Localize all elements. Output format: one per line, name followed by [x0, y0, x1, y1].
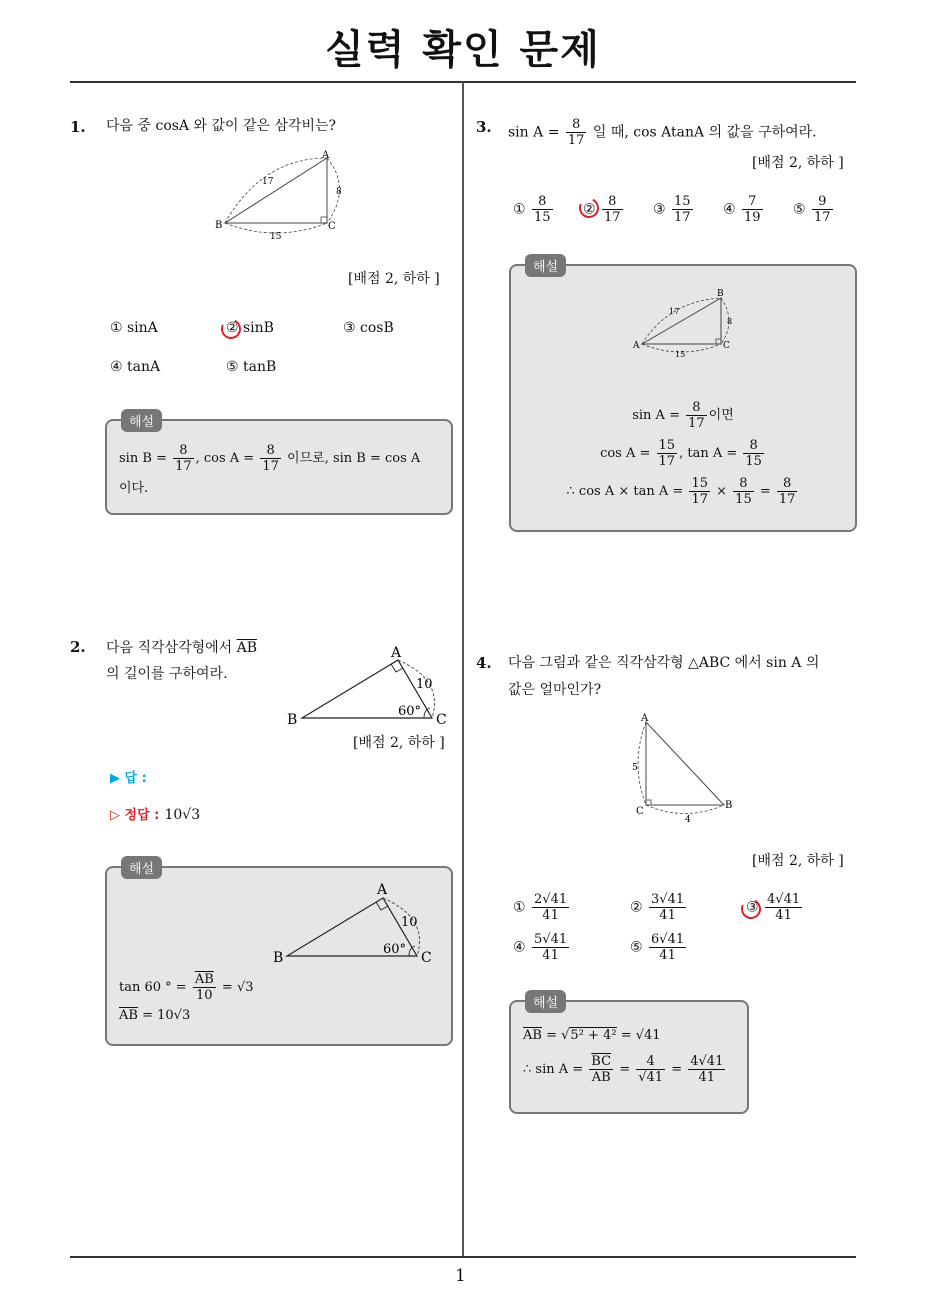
q3-text-frac: $\frac{8}{17}$ — [567, 117, 585, 148]
q3-sol-line-3: ∴ cos A × tan A = $\frac{15}{17}$ × $\frac{8}{15}$ = $\frac{8}{17}$ — [566, 476, 796, 507]
q2-sol-fig-label-a: A — [377, 882, 388, 898]
q2-correct-value: 10√3 — [164, 807, 201, 823]
q2-sol-tan: tan 60 ° = — [119, 980, 187, 995]
q2-score: [배점 2, 하하 ] — [353, 735, 445, 751]
q4-choice-3[interactable]: ③ $\frac{4√41}{41}$ — [746, 892, 801, 923]
q4-solution-tag: 해설 — [525, 990, 566, 1013]
q2-sol-eq: = √3 — [221, 980, 254, 995]
q1-fig-label-b: B — [215, 220, 223, 231]
q4-triangle-figure — [628, 710, 740, 826]
q4-sol-line-1: $\overline{AB} = √5^2 + 4^2 = √41$ — [523, 1028, 661, 1043]
q2-sol-frac: $\frac{\overline{AB}}{10}$ — [194, 972, 214, 1003]
q4-text-2: 값은 얼마인가? — [508, 682, 602, 698]
q4-fig-label-c: C — [636, 806, 644, 817]
q4-choice-2[interactable]: ② $\frac{3√41}{41}$ — [630, 892, 685, 923]
q2-triangle-figure — [284, 640, 456, 732]
q3-choice-2[interactable]: ② $\frac{8}{17}$ — [583, 194, 621, 225]
q1-choice-4[interactable]: ④ tanA — [110, 359, 161, 375]
q2-sol-fig-angle: 60° — [383, 942, 407, 957]
q3-text-rest: 일 때, cos AtanA 의 값을 구하여라. — [592, 124, 817, 141]
q1-sol-end: 이다. — [119, 481, 149, 496]
q1-fig-label-a: A — [322, 150, 330, 161]
q4-score: [배점 2, 하하 ] — [752, 853, 844, 869]
q2-fig-label-b: B — [287, 712, 298, 728]
q3-fig-base: 15 — [675, 350, 686, 358]
q4-text-1: 다음 그림과 같은 직각삼각형 △ABC 에서 sin A 의 — [508, 655, 820, 671]
q2-sol-result: = 10√3 — [142, 1008, 191, 1023]
q4-choice-5[interactable]: ⑤ $\frac{6√41}{41}$ — [630, 932, 685, 963]
q1-choice-1[interactable]: ① sinA — [110, 320, 158, 336]
q1-sol-sinb: sin B = — [119, 451, 167, 466]
q2-answer-label: ▶ 답 : — [110, 771, 147, 786]
q1-solution-box — [105, 419, 453, 515]
q1-fig-base: 15 — [270, 232, 282, 242]
q4-number: 4. — [476, 654, 492, 672]
q2-sol-fig-side: 10 — [401, 915, 418, 930]
q3-solution-tag: 해설 — [525, 254, 566, 277]
q3-fig-label-a: A — [633, 341, 640, 351]
q3-sol-triangle-figure — [629, 286, 739, 358]
q3-choice-1[interactable]: ① $\frac{8}{15}$ — [513, 194, 551, 225]
q1-sol-conclusion: 이므로, sin B = cos A — [287, 451, 421, 466]
q2-solution-tag: 해설 — [121, 856, 162, 879]
q1-solution-tag: 해설 — [121, 409, 162, 432]
q1-choice-2[interactable]: ② sinB — [226, 320, 274, 336]
q1-fig-hyp: 17 — [262, 177, 274, 187]
q1-sol-frac-1: $\frac{8}{17}$ — [175, 443, 192, 474]
q2-sol-fig-label-c: C — [421, 950, 432, 966]
q4-choice-4[interactable]: ④ $\frac{5√41}{41}$ — [513, 932, 568, 963]
q3-number: 3. — [476, 118, 492, 136]
q2-text-ab: $\overline{AB}$ — [236, 640, 258, 656]
q2-fig-label-c: C — [436, 712, 447, 728]
q3-choice-5[interactable]: ⑤ $\frac{9}{17}$ — [793, 194, 831, 225]
q1-text: 다음 중 cosA 와 값이 같은 삼각비는? — [106, 118, 337, 134]
page-number: 1 — [455, 1266, 466, 1286]
q4-fig-label-b: B — [725, 800, 733, 811]
q2-sol-ab: $\overline{AB}$ — [119, 1008, 138, 1023]
page-title: 실력 확인 문제 — [325, 27, 601, 73]
q3-solution-box — [509, 264, 857, 532]
q3-fig-label-c: C — [723, 341, 730, 351]
q2-fig-side: 10 — [416, 677, 433, 692]
q4-choice-1[interactable]: ① $\frac{2√41}{41}$ — [513, 892, 568, 923]
q1-sol-frac-2: $\frac{8}{17}$ — [262, 443, 279, 474]
q2-correct-label: ▷ 정답 : — [110, 808, 160, 823]
footer-divider — [70, 1256, 856, 1258]
q1-fig-label-c: C — [328, 221, 336, 232]
q3-fig-side: 8 — [727, 317, 733, 326]
q2-number: 2. — [70, 638, 86, 656]
q1-fig-side: 8 — [336, 187, 342, 197]
q2-fig-angle: 60° — [398, 704, 422, 719]
q3-sol-line-1: sin A = $\frac{8}{17}$ 이면 — [632, 400, 734, 431]
q1-number: 1. — [70, 118, 86, 136]
q4-solution-box — [509, 1000, 749, 1114]
q4-sol-line-2: ∴ sin A = $\frac{\overline{BC}}{AB}$ = $\frac{4}{√41}$ = $\frac{4√41}{41}$ — [523, 1054, 724, 1085]
q2-text-1: 다음 직각삼각형에서 — [106, 640, 233, 656]
q2-text-2: 의 길이를 구하여라. — [106, 666, 228, 682]
q4-fig-side: 5 — [632, 763, 638, 773]
q4-fig-label-a: A — [641, 713, 649, 724]
q2-sol-triangle-figure — [267, 878, 439, 968]
q3-fig-label-b: B — [717, 289, 724, 299]
q1-sol-cosa: , cos A = — [195, 451, 255, 466]
q2-fig-label-a: A — [391, 645, 402, 661]
q3-text-sin: sin A = — [508, 124, 560, 141]
q4-fig-base: 4 — [685, 815, 691, 825]
q1-choice-5[interactable]: ⑤ tanB — [226, 359, 277, 375]
q3-choice-3[interactable]: ③ $\frac{15}{17}$ — [653, 194, 691, 225]
q3-score: [배점 2, 하하 ] — [752, 155, 844, 171]
q1-choice-3[interactable]: ③ cosB — [343, 320, 394, 336]
q2-solution-box — [105, 866, 453, 1046]
q1-triangle-figure — [212, 148, 352, 244]
column-divider — [462, 82, 464, 1258]
q3-sol-line-2: cos A = $\frac{15}{17}$ , tan A = $\frac{8}{15}$ — [600, 438, 762, 469]
q1-score: [배점 2, 하하 ] — [348, 271, 440, 287]
q2-sol-fig-label-b: B — [273, 950, 284, 966]
q3-fig-hyp: 17 — [669, 307, 680, 316]
q3-choice-4[interactable]: ④ $\frac{7}{19}$ — [723, 194, 761, 225]
